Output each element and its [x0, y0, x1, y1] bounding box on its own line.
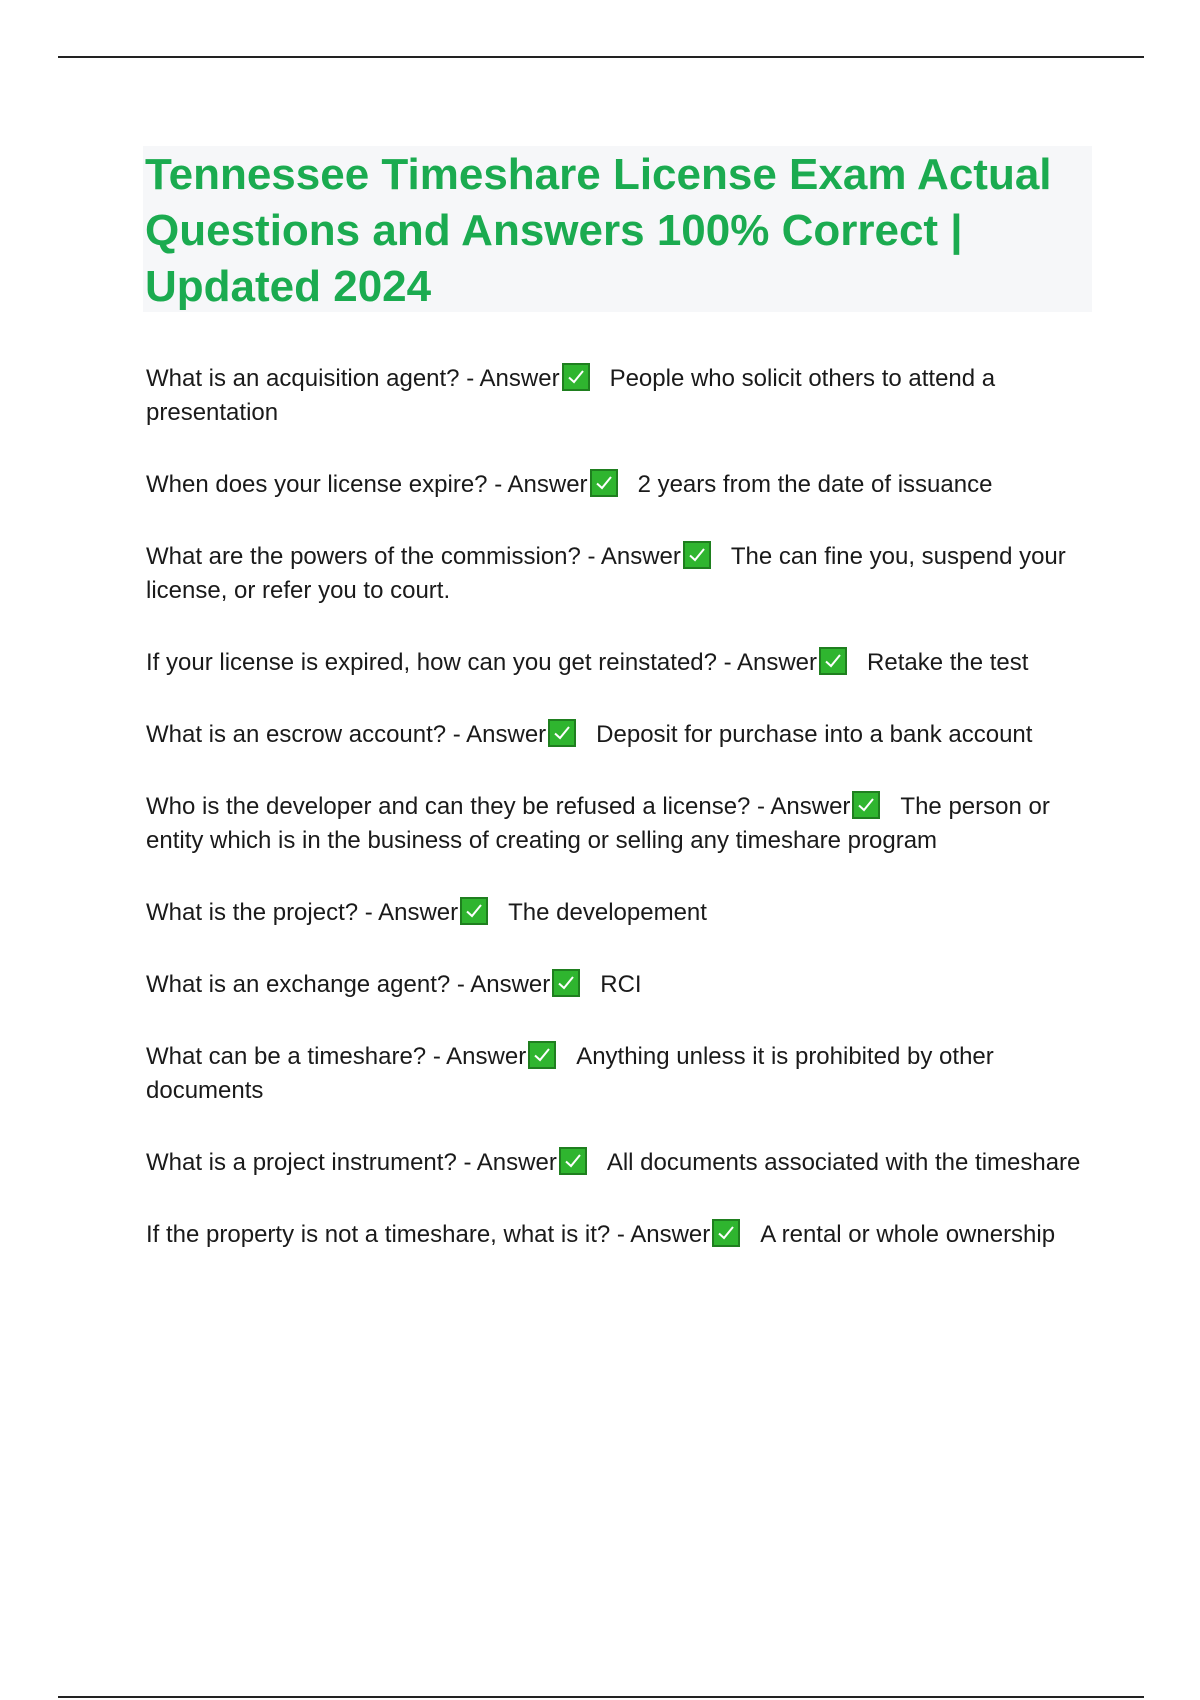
top-rule	[58, 56, 1144, 58]
qa-item	[146, 968, 1096, 1002]
answer-text: 2 years from the date of issuance	[637, 471, 993, 498]
qa-item	[146, 1218, 1096, 1252]
answer-text: Deposit for purchase into a bank account	[596, 721, 1033, 748]
qa-item	[146, 362, 1096, 430]
question-text: What is an acquisition agent? - Answer	[146, 365, 560, 392]
qa-list	[146, 362, 1096, 1252]
question-text: What is a project instrument? - Answer	[146, 1149, 557, 1176]
question-text: What are the powers of the commission? - Answer	[146, 543, 681, 570]
qa-item	[146, 468, 1096, 502]
question-text: What can be a timeshare? - Answer	[146, 1043, 527, 1070]
answer-text: The developement	[508, 899, 707, 926]
check-mark-icon	[852, 791, 880, 819]
qa-item	[146, 896, 1096, 930]
title-banner	[143, 146, 1092, 312]
check-mark-icon	[819, 647, 847, 675]
question-text: If your license is expired, how can you get reinstated? - Answer	[146, 649, 818, 676]
check-mark-icon	[562, 363, 590, 391]
question-text: What is an exchange agent? - Answer	[146, 971, 551, 998]
answer-text: A rental or whole ownership	[760, 1221, 1056, 1248]
qa-item	[146, 646, 1096, 680]
document-title: Tennessee Timeshare License Exam Actual Questions and Answers 100% Correct | Updated 2024	[145, 150, 1052, 311]
question-text: What is an escrow account? - Answer	[146, 721, 547, 748]
question-text: Who is the developer and can they be refused a license? - Answer	[146, 793, 851, 820]
qa-item	[146, 1146, 1096, 1180]
answer-text: RCI	[600, 971, 642, 998]
check-mark-icon	[552, 969, 580, 997]
qa-item	[146, 1040, 1096, 1108]
question-text: When does your license expire? - Answer	[146, 471, 588, 498]
check-mark-icon	[528, 1041, 556, 1069]
check-mark-icon	[712, 1219, 740, 1247]
question-text: If the property is not a timeshare, what is it? - Answer	[146, 1221, 711, 1248]
check-mark-icon	[548, 719, 576, 747]
qa-item	[146, 718, 1096, 752]
check-mark-icon	[559, 1147, 587, 1175]
answer-text: All documents associated with the timeshare	[606, 1149, 1081, 1176]
answer-text: The can fine you, suspend your license, or refer you to court.	[146, 543, 1066, 604]
qa-item	[146, 540, 1096, 608]
qa-item	[146, 790, 1096, 858]
answer-text: The person or entity which is in the business of creating or selling any timeshare program	[146, 793, 1050, 854]
bottom-rule	[58, 1696, 1144, 1698]
question-text: What is the project? - Answer	[146, 899, 459, 926]
answer-text: People who solicit others to attend a presentation	[146, 365, 996, 426]
answer-text: Retake the test	[867, 649, 1029, 676]
check-mark-icon	[683, 541, 711, 569]
check-mark-icon	[460, 897, 488, 925]
check-mark-icon	[590, 469, 618, 497]
answer-text: Anything unless it is prohibited by other documents	[146, 1043, 994, 1104]
